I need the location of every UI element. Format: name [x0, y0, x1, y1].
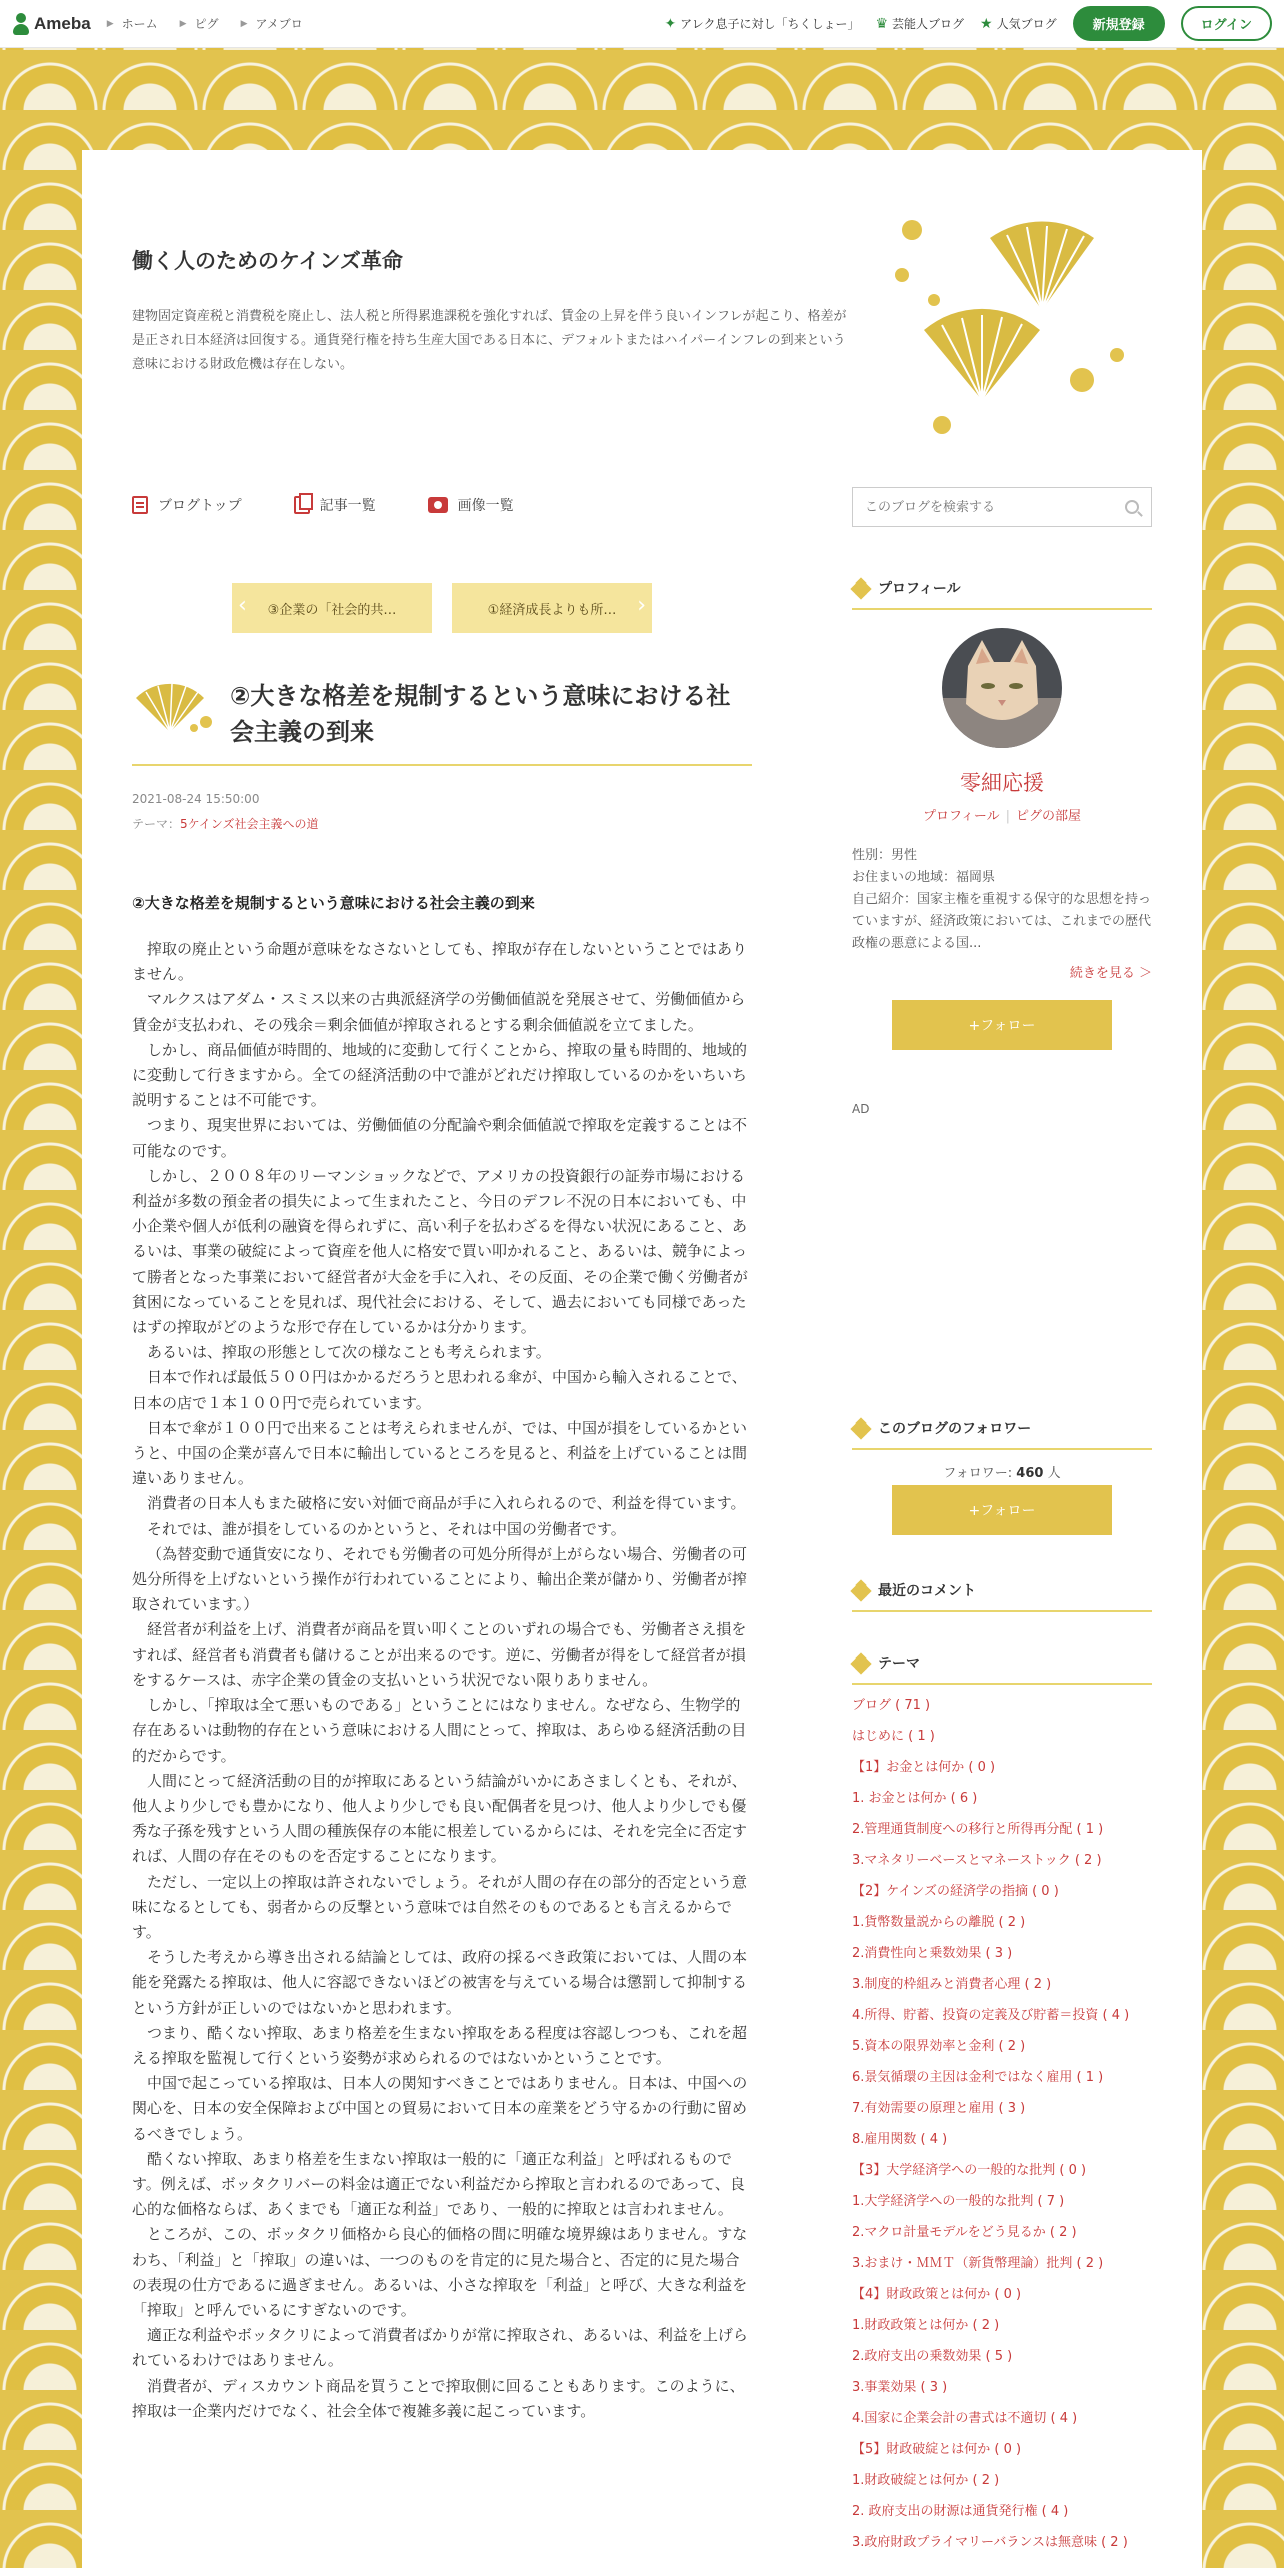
- theme-item[interactable]: 【4】財政政策とは何か ( 0 ): [852, 2287, 1022, 2302]
- article-subtitle: ②大きな格差を規制するという意味における社会主義の到来: [132, 894, 535, 912]
- theme-item[interactable]: 3.マネタリーベースとマネーストック ( 2 ): [852, 1853, 1102, 1868]
- next-article-button[interactable]: ①経済成長よりも所… ›: [452, 583, 652, 633]
- article-paragraph: 中国で起こっている搾取は、日本人の関知すべきことではありません。日本は、中国への関心を、日本の安全保障および中国との貿易において日本の産業をどう守るかの行動に留めるべきでしょう。: [132, 2074, 748, 2143]
- article-paragraph: 酷くない搾取、あまり格差を生まない搾取は一般的に「適正な利益」と呼ばれるものです。例えば、ボッタクリバーの料金は適正でない利益だから搾取と言われるのであって、良心的な価格ならば、あくまでも「適正な利益」であり、一般的に搾取とは言われません。: [132, 2149, 745, 2219]
- theme-item[interactable]: 【5】財政破綻とは何か ( 0 ): [852, 2442, 1022, 2457]
- followers-heading: このブログのフォロワー: [852, 1418, 1152, 1450]
- blog-nav: [132, 495, 514, 515]
- theme-item[interactable]: 1.大学経済学への一般的な批判 ( 7 ): [852, 2194, 1065, 2209]
- article-paragraph: （為替変動で通貨安になり、それでも労働者の可処分所得が上がらない場合、労働者の可処分所得を上げないという操作が行われていることにより、輸出企業が儲かり、労働者が搾取されています。）: [132, 1544, 748, 1614]
- theme-item[interactable]: 1.財政破綻とは何か ( 2 ): [852, 2473, 1000, 2488]
- theme-item[interactable]: 3.事業効果 ( 3 ): [852, 2380, 948, 2395]
- chevron-right-icon: ›: [637, 593, 646, 618]
- theme-item[interactable]: 4.所得、貯蓄、投資の定義及び貯蓄＝投資 ( 4 ): [852, 2008, 1130, 2023]
- profile-heading: プロフィール: [852, 578, 1152, 610]
- article-theme: テーマ：5ケインズ社会主義への道: [132, 817, 319, 831]
- prev-article-button[interactable]: ‹ ③企業の「社会的共…: [232, 583, 432, 633]
- theme-item[interactable]: 6.景気循環の主因は金利ではなく雇用 ( 1 ): [852, 2070, 1104, 2085]
- breadcrumb-ameblo[interactable]: ▶ アメブロ: [240, 17, 303, 31]
- article-paragraph: それでは、誰が損をしているのかというと、それは中国の労働者です。: [147, 1519, 626, 1538]
- article-header: [132, 678, 752, 766]
- diamond-icon: [852, 1419, 870, 1437]
- article-body: [132, 937, 752, 2424]
- signup-button[interactable]: 新規登録: [1073, 6, 1165, 41]
- article-paragraph: ところが、この、ボッタクリ価格から良心的価格の間に明確な境界線はありません。すなわち、「利益」と「搾取」の違いは、一つのものを肯定的に見た場合と、否定的に見た場合の表現の仕方であるに過ぎません。あるいは、小さな搾取を「利益」と呼び、大きな利益を「搾取」と呼んでいるにすぎないのです。: [132, 2225, 748, 2319]
- theme-item[interactable]: 1.貨幣数量説からの離脱 ( 2 ): [852, 1915, 1026, 1930]
- header-fan-decoration: [882, 180, 1142, 440]
- trending-topic-link[interactable]: ✦ アレク息子に対し「ちくしょー」: [664, 15, 860, 32]
- theme-item[interactable]: 2.政府支出の乗数効果 ( 5 ): [852, 2349, 1013, 2364]
- login-button[interactable]: ログイン: [1181, 6, 1272, 41]
- theme-item[interactable]: 【3】大学経済学への一般的な批判 ( 0 ): [852, 2163, 1087, 2178]
- article-paragraph: 人間にとって経済活動の目的が搾取にあるという結論がいかにあさましくとも、それが、他人より少しでも豊かになり、他人より少しでも良い配偶者を見つけ、他人より少しでも優秀な子孫を残すという人間の種族保存の本能に根差しているからには、それを完全に否定すれば、人間の存在そのものを否定することになります。: [132, 1771, 748, 1866]
- article-paragraph: 消費者が、ディスカウント商品を買うことで搾取側に回ることもあります。このように、搾取は一企業内だけでなく、社会全体で複雑多義に起こっています。: [132, 2376, 745, 2420]
- theme-item[interactable]: 2.管理通貨制度への移行と所得再分配 ( 1 ): [852, 1822, 1104, 1837]
- pages-icon: [294, 496, 310, 514]
- article-title: ②大きな格差を規制するという意味における社会主義の到来: [230, 682, 731, 746]
- article-paragraph: 適正な利益やボッタクリによって消費者ばかりが常に搾取され、あるいは、利益を上げられているわけではありません。: [132, 2326, 748, 2370]
- fan-icon: [132, 678, 216, 734]
- search-input[interactable]: [865, 500, 1125, 515]
- theme-item[interactable]: 2. 政府支出の財源は通貨発行権 ( 4 ): [852, 2504, 1069, 2519]
- nav-blog-top[interactable]: ブログトップ: [132, 495, 242, 515]
- breadcrumb-home[interactable]: ▶ ホーム: [106, 17, 158, 31]
- theme-item[interactable]: 5.資本の限界効率と金利 ( 2 ): [852, 2039, 1026, 2054]
- follower-count: フォロワー: 460 人: [943, 1466, 1061, 1481]
- ameba-logo[interactable]: Ameba: [12, 13, 91, 35]
- theme-item[interactable]: 1.財政政策とは何か ( 2 ): [852, 2318, 1000, 2333]
- article-paragraph: そうした考えから導き出される結論としては、政府の採るべき政策においては、人間の本能を発露たる搾取は、他人に容認できないほどの被害を与えている場合は懲罰して抑制するという方針が正しいのではないかと思われます。: [132, 1948, 748, 2017]
- follow-button[interactable]: +フォロー: [892, 1000, 1112, 1050]
- nav-image-list[interactable]: 画像一覧: [428, 495, 514, 515]
- article-paragraph: 日本で作れば最低５００円はかかるだろうと思われる傘が、中国から輸入されることで、日本の店で１本１００円で売られています。: [132, 1368, 747, 1412]
- read-more-link[interactable]: 続きを見る ＞: [1069, 966, 1152, 981]
- article-paragraph: あるいは、搾取の形態として次の様なことも考えられます。: [147, 1343, 551, 1362]
- theme-item[interactable]: 1. お金とは何か ( 6 ): [852, 1791, 978, 1806]
- theme-item[interactable]: 3.制度的枠組みと消費者心理 ( 2 ): [852, 1977, 1052, 1992]
- celebrity-blog-link[interactable]: ♛ 芸能人ブログ: [875, 15, 965, 32]
- chevron-right-icon: ▶: [240, 18, 248, 29]
- theme-item[interactable]: 7.有効需要の原理と雇用 ( 3 ): [852, 2101, 1026, 2116]
- follow-button-2[interactable]: +フォロー: [892, 1485, 1112, 1535]
- diamond-icon: [852, 1581, 870, 1599]
- ameba-logo-icon: [12, 13, 30, 35]
- theme-item[interactable]: 【2】ケインズの経済学の指摘 ( 0 ): [852, 1884, 1059, 1899]
- article-theme-link[interactable]: 5ケインズ社会主義への道: [180, 817, 319, 831]
- article-paragraph: しかし、「搾取は全て悪いものである」ということにはなりません。なぜなら、生物学的存在あるいは動物的存在という意味における人間にとって、搾取は、あらゆる経済活動の目的だからです。: [132, 1696, 747, 1765]
- breadcrumb-pigg[interactable]: ▶ ピグ: [179, 17, 219, 31]
- theme-item[interactable]: 4.国家に企業会計の書式は不適切 ( 4 ): [852, 2411, 1078, 2426]
- theme-item[interactable]: 8.雇用関数 ( 4 ): [852, 2132, 948, 2147]
- theme-item[interactable]: 3.政府財政プライマリーバランスは無意味 ( 2 ): [852, 2535, 1128, 2550]
- theme-item[interactable]: 2.マクロ計量モデルをどう見るか ( 2 ): [852, 2225, 1077, 2240]
- pigg-room-link[interactable]: ピグの部屋: [1016, 809, 1082, 824]
- article-date: 2021-08-24 15:50:00: [132, 792, 260, 806]
- article-paragraph: 日本で傘が１００円で出来ることは考えられませんが、では、中国が損をしているかというと、中国の企業が喜んで日本に輸出しているところを見ると、利益を上げていることは間違いありません。: [132, 1418, 748, 1488]
- global-header: [0, 0, 1284, 48]
- theme-list: [852, 1690, 1152, 2558]
- article-paragraph: 搾取の廃止という命題が意味をなさないとしても、搾取が存在しないということではありません。: [132, 940, 748, 984]
- profile-info: 性別：男性 お住まいの地域：福岡県 自己紹介：国家主権を重視する保守的な思想を持っていますが、経済政策においては、これまでの歴代政権の悪意による国...: [852, 848, 1152, 951]
- diamond-icon: [852, 579, 870, 597]
- profile-links: プロフィール | ピグの部屋: [922, 809, 1082, 824]
- crown-icon: ♛: [875, 15, 889, 32]
- ad-label: AD: [852, 1102, 870, 1116]
- profile-name[interactable]: 零細応援: [960, 771, 1044, 795]
- theme-item[interactable]: 【1】お金とは何か ( 0 ): [852, 1760, 996, 1775]
- star-icon: ★: [980, 15, 993, 32]
- profile-link[interactable]: プロフィール: [922, 809, 1000, 824]
- chevron-right-icon: ▶: [179, 18, 187, 29]
- theme-heading: テーマ: [852, 1653, 1152, 1685]
- chevron-left-icon: ‹: [238, 593, 247, 618]
- blog-search-box[interactable]: [852, 487, 1152, 527]
- theme-item[interactable]: 3.おまけ・ＭＭＴ（新貨幣理論）批判 ( 2 ): [852, 2256, 1104, 2271]
- article-pager: [232, 583, 652, 633]
- article-paragraph: しかし、２００８年のリーマンショックなどで、アメリカの投資銀行の証券市場における利益が多数の預金者の損失によって生まれたこと、今日のデフレ不況の日本においても、中小企業や個人が低利の融資を得られずに、高い利子を払わざるを得ない状況にあること、あるいは、事業の破綻によって資産を他人に格安で買い叩かれること、あるいは、競争によって勝者となった事業において経営者が大金を手に入れ、その反面、その企業で働く労働者が貧困になっていることを見れば、現代社会における、そして、過去においても同様であったはずの搾取がどのような形で存在しているかは分かります。: [132, 1166, 748, 1337]
- camera-icon: [428, 497, 448, 513]
- search-icon[interactable]: [1125, 500, 1139, 514]
- comments-heading: 最近のコメント: [852, 1580, 1152, 1612]
- theme-item[interactable]: ブログ ( 71 ): [852, 1698, 931, 1713]
- blog-panel: [82, 150, 1202, 2568]
- article-paragraph: つまり、現実世界においては、労働価値の分配論や剰余価値説で搾取を定義することは不可能なのです。: [132, 1116, 748, 1160]
- popular-blog-link[interactable]: ★ 人気ブログ: [980, 15, 1057, 32]
- chevron-right-icon: ▶: [106, 18, 114, 29]
- theme-item[interactable]: はじめに ( 1 ): [852, 1729, 935, 1744]
- article-paragraph: ただし、一定以上の搾取は許されないでしょう。それが人間の存在の部分的否定という意味になるとしても、弱者からの反撃という意味では自然そのものであるとも言えるからです。: [132, 1872, 748, 1941]
- article-paragraph: 消費者の日本人もまた破格に安い対価で商品が手に入れられるので、利益を得ています。: [147, 1494, 746, 1513]
- article-paragraph: つまり、酷くない搾取、あまり格差を生まない搾取をある程度は容認しつつも、これを超える搾取を監視して行くという姿勢が求められるのではないかということです。: [132, 2023, 748, 2067]
- document-icon: [132, 496, 148, 514]
- blog-description: 建物固定資産税と消費税を廃止し、法人税と所得累進課税を強化すれば、賃金の上昇を伴う良いインフレが起こり、格差が是正され日本経済は回復する。通貨発行権を持ち生産大国である日本に、デフォルトまたはハイパーインフレの到来という意味における財政危機は存在しない。: [132, 309, 847, 372]
- avatar[interactable]: [942, 628, 1062, 748]
- theme-item[interactable]: 2.消費性向と乗数効果 ( 3 ): [852, 1946, 1013, 1961]
- article-paragraph: 経営者が利益を上げ、消費者が商品を買い叩くことのいずれの場合でも、労働者さえ損をすれば、経営者も消費者も儲けることが出来るのです。逆に、労働者が得をして経営者が損をするケースは、赤字企業の賃金の支払いという状況でない限りありません。: [132, 1620, 747, 1689]
- diamond-icon: [852, 1654, 870, 1672]
- blog-title[interactable]: 働く人のためのケインズ革命: [132, 249, 403, 273]
- article-paragraph: しかし、商品価値が時間的、地域的に変動して行くことから、搾取の量も時間的、地域的に変動して行きますから。全ての経済活動の中で誰がどれだけ搾取しているのかをいちいち説明することは不可能です。: [132, 1040, 748, 1110]
- article-paragraph: マルクスはアダム・スミス以来の古典派経済学の労働価値説を発展させて、労働価値から賃金が支払われ、その残余＝剰余価値が搾取されるとする剰余価値説を立てました。: [132, 990, 746, 1034]
- sparkle-icon: ✦: [664, 15, 677, 32]
- nav-article-list[interactable]: 記事一覧: [294, 495, 376, 515]
